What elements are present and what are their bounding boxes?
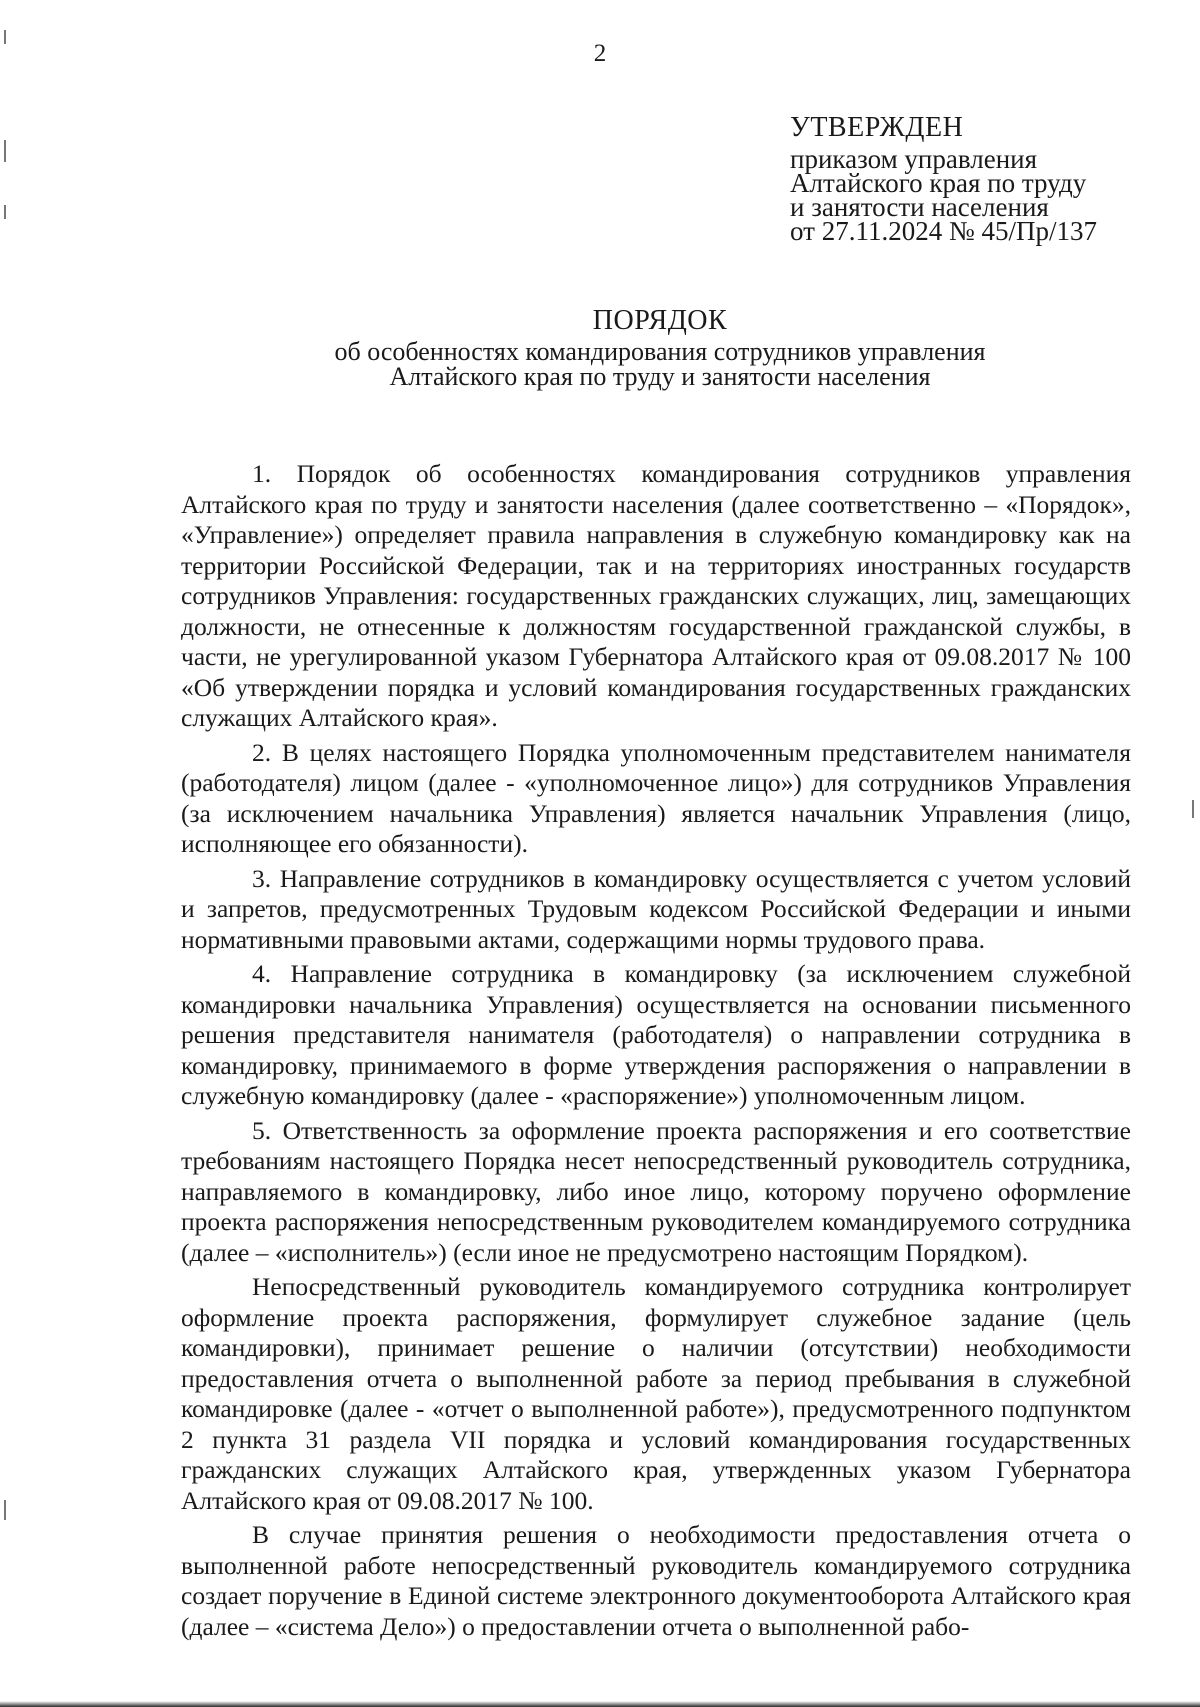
paragraph-1: 1. Порядок об особенностях командирования сотрудников управления Алтайского края по труду и занятости населения (далее соответственно – «Порядок», «Управление») определяет правила направления в служебную командировку как на территории Российской Федерации, так и на территориях иностранных государств сотрудников Управления: государственных гражданских служащих, лиц, замещающих должности, не отнесенные к должностям государственной гражданской службы, в части, не урегулированной указом Губернатора Алтайского края от 09.08.2017 № 100 «Об утверждении порядка и условий командирования государственных гражданских служащих Алтайского края».: [181, 459, 1131, 732]
document-subtitle: [0, 339, 1200, 389]
paragraph-2: 2. В целях настоящего Порядка уполномоченным представителем нанимателя (работодателя) лицом (далее - «уполномоченное лицо») для сотрудников Управления (за исключением начальника Управления) является начальник Управления (лицо, исполняющее его обязанности).: [181, 737, 1131, 858]
scan-edge-mark: [4, 205, 6, 219]
scan-edge-mark: [4, 30, 6, 44]
scan-edge-mark: [4, 1500, 6, 1520]
paragraph-5-report: В случае принятия решения о необходимости предоставления отчета о выполненной работе непосредственный руководитель командируемого сотрудника создает поручение в Единой системе электронного документооборота Алтайского края (далее – «система Дело») о предоставлении отчета о выполненной рабо-: [181, 1520, 1131, 1641]
approval-stamp: [790, 112, 1097, 246]
approval-title: УТВЕРЖДЕН: [790, 112, 964, 143]
approval-line: Алтайского края по труду: [790, 168, 1087, 198]
page-number: 2: [593, 40, 607, 67]
paragraph-3: 3. Направление сотрудников в командировку осуществляется с учетом условий и запретов, предусмотренных Трудовым кодексом Российской Федерации и иными нормативными правовыми актами, содержащими нормы трудового права.: [181, 863, 1131, 954]
document-subtitle-text: об особенностях командирования сотрудников управления Алтайского края по труду и занятости населения: [334, 337, 986, 391]
approval-line: от 27.11.2024 № 45/Пр/137: [790, 216, 1097, 246]
paragraph-4: 4. Направление сотрудника в командировку (за исключением служебной командировки начальника Управления) осуществляется на основании письменного решения представителя нанимателя (работодателя) о направлении сотрудника в командировку, принимаемого в форме утверждения распоряжения о направлении в служебную командировку (далее - «распоряжение») уполномоченным лицом.: [181, 959, 1131, 1110]
approval-line: и занятости населения: [790, 192, 1049, 222]
scan-edge-mark: [4, 140, 6, 162]
paragraph-5-continued: Непосредственный руководитель командируемого сотрудника контролирует оформление проекта распоряжения, формулирует служебное задание (цель командировки), принимает решение о наличии (отсутствии) необходимости предоставления отчета о выполненной работе за период пребывания в служебной командировке (далее - «отчет о выполненной работе»), предусмотренного подпунктом 2 пункта 31 раздела VII порядка и условий командирования государственных гражданских служащих Алтайского края, утвержденных указом Губернатора Алтайского края от 09.08.2017 № 100.: [181, 1272, 1131, 1515]
document-title: ПОРЯДОК: [592, 305, 728, 336]
approval-line: приказом управления: [790, 144, 1038, 174]
scan-bottom-edge: [0, 1701, 1200, 1707]
document-body: [181, 459, 1131, 1646]
paragraph-5: 5. Ответственность за оформление проекта распоряжения и его соответствие требованиям настоящего Порядка несет непосредственный руководитель сотрудника, направляемого в командировку, либо иное лицо, которому поручено оформление проекта распоряжения непосредственным руководителем командируемого сотрудника (далее – «исполнитель») (если иное не предусмотрено настоящим Порядком).: [181, 1115, 1131, 1267]
scan-edge-mark: [1192, 800, 1194, 818]
